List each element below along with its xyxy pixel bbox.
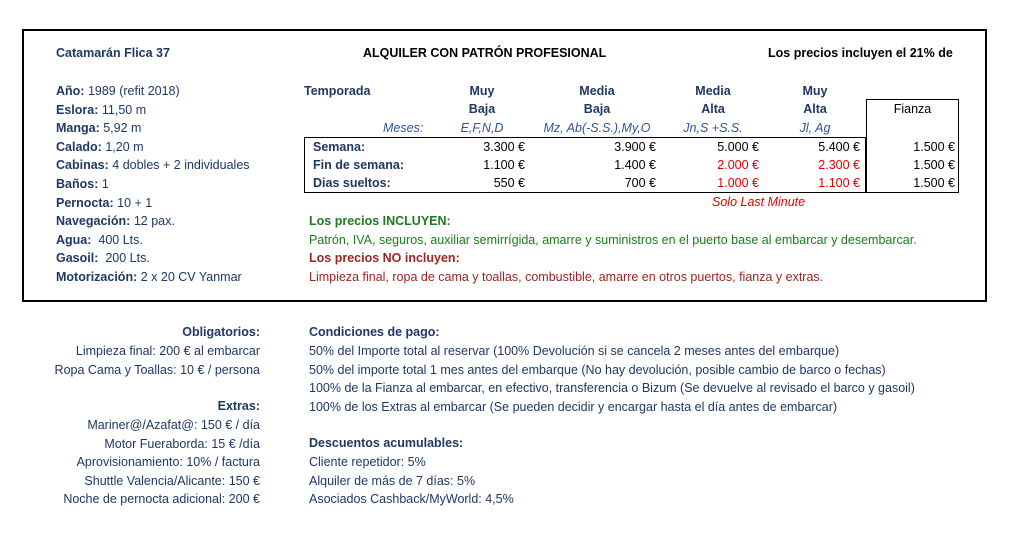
spec-row [56,270,242,284]
spec-label: Año: [56,84,85,98]
season-line2: Alta [701,102,725,116]
spec-row [56,196,152,210]
price-cell: 1.100 € [818,176,860,190]
months-label: Meses: [383,121,424,135]
fianza-cell: 1.500 € [913,158,955,172]
spec-value: 5,92 m [99,121,142,136]
spec-row [56,251,150,265]
spec-row [56,158,250,172]
spec-label: Motorización: [56,270,138,284]
spec-value: 1,20 m [101,139,144,154]
extra-item: Aprovisionamiento: 10% / factura [76,455,260,469]
boat-title: Catamarán Flica 37 [56,46,170,60]
season-line1: Media [695,84,731,98]
season-months: Jn,S +S.S. [683,121,743,135]
season-line2: Baja [468,102,496,116]
discount-item: Cliente repetidor: 5% [309,455,426,469]
discounts-title: Descuentos acumulables: [309,436,464,450]
discount-item: Alquiler de más de 7 días: 5% [309,473,476,488]
spec-value: 1989 (refit 2018) [84,84,180,98]
season-label: Temporada [304,84,371,98]
spec-row [56,84,180,98]
price-row-label: Semana: [313,140,366,154]
price-cell: 2.000 € [717,158,759,172]
season-line1: Muy [469,84,495,98]
spec-value: 11,50 m [98,102,147,117]
spec-label: Agua: [56,232,92,247]
price-cell: 1.100 € [483,158,525,172]
price-cell: 5.000 € [717,140,759,154]
spec-label: Calado: [56,139,102,154]
spec-row [56,121,141,135]
season-line1: Muy [802,84,828,98]
price-cell: 1.400 € [614,158,656,172]
price-cell: 2.300 € [818,158,860,172]
spec-value: 2 x 20 CV Yanmar [137,270,242,284]
included-text: Patrón, IVA, seguros, auxiliar semirrígida, amarre y suministros en el puerto base al embarcar y desembarcar. [309,233,917,247]
extra-item: Shuttle Valencia/Alicante: 150 € [84,473,260,488]
spec-label: Gasoil: [56,251,99,266]
price-cell: 5.400 € [818,140,860,154]
spec-value: 12 pax. [130,214,175,229]
spec-label: Eslora: [56,102,99,117]
price-row-label: Fin de semana: [313,158,404,172]
mandatory-title: Obligatorios: [182,325,260,339]
spec-value: 4 dobles + 2 individuales [108,158,250,173]
spec-value: 10 + 1 [113,195,153,210]
last-minute-note: Solo Last Minute [712,195,806,209]
fianza-header: Fianza [893,102,932,116]
excluded-title: Los precios NO incluyen: [309,251,460,265]
price-cell: 700 € [624,176,656,190]
mandatory-item: Ropa Cama y Toallas: 10 € / persona [54,362,260,377]
service-title: ALQUILER CON PATRÓN PROFESIONAL [363,46,607,60]
price-cell: 3.900 € [614,140,656,154]
season-months: Mz, Ab(-S.S.),My,O [543,121,651,135]
spec-label: Pernocta: [56,195,114,210]
spec-value: 1 [98,177,109,191]
spec-row [56,233,143,247]
price-row-label: Dias sueltos: [313,176,391,190]
fianza-cell: 1.500 € [913,176,955,190]
season-line1: Media [579,84,615,98]
extras-title: Extras: [217,399,260,413]
payment-item: 100% de la Fianza al embarcar, en efectivo, transferencia o Bizum (Se devuelve al revisado el barco y gasoil) [309,381,915,395]
excluded-text: Limpieza final, ropa de cama y toallas, combustible, amarre en otros puertos, fianza y extras. [309,270,824,284]
payment-item: 50% del importe total 1 mes antes del embarque (No hay devolución, posible cambio de barco o fechas) [309,362,886,377]
spec-label: Navegación: [56,214,131,229]
spec-row [56,103,146,117]
vat-note: Los precios incluyen el 21% de [768,46,953,60]
spec-label: Baños: [56,177,99,191]
spec-row [56,177,109,191]
spec-value: 200 Lts. [98,251,150,266]
spec-label: Cabinas: [56,158,109,173]
season-months: E,F,N,D [460,121,504,135]
spec-row [56,214,175,228]
included-title: Los precios INCLUYEN: [309,214,451,228]
spec-label: Manga: [56,121,100,136]
mandatory-item: Limpieza final: 200 € al embarcar [75,344,260,358]
season-line2: Baja [583,102,611,116]
payment-item: 50% del Importe total al reservar (100% Devolución si se cancela 2 meses antes del embarque) [309,344,840,358]
price-cell: 3.300 € [483,140,525,154]
extra-item: Noche de pernocta adicional: 200 € [63,492,260,506]
season-line2: Alta [803,102,827,116]
season-months: Jl, Ag [799,121,831,135]
price-cell: 1.000 € [717,176,759,190]
extra-item: Motor Fueraborda: 15 € /día [104,436,260,451]
spec-row [56,140,144,154]
extra-item: Mariner@/Azafat@: 150 € / día [87,418,260,432]
price-cell: 550 € [493,176,525,190]
fianza-cell: 1.500 € [913,140,955,154]
discount-item: Asociados Cashback/MyWorld: 4,5% [309,492,514,506]
spec-value: 400 Lts. [91,232,143,247]
payment-item: 100% de los Extras al embarcar (Se pueden decidir y encargar hasta el día antes de embarcar) [309,399,838,414]
payment-title: Condiciones de pago: [309,325,440,339]
